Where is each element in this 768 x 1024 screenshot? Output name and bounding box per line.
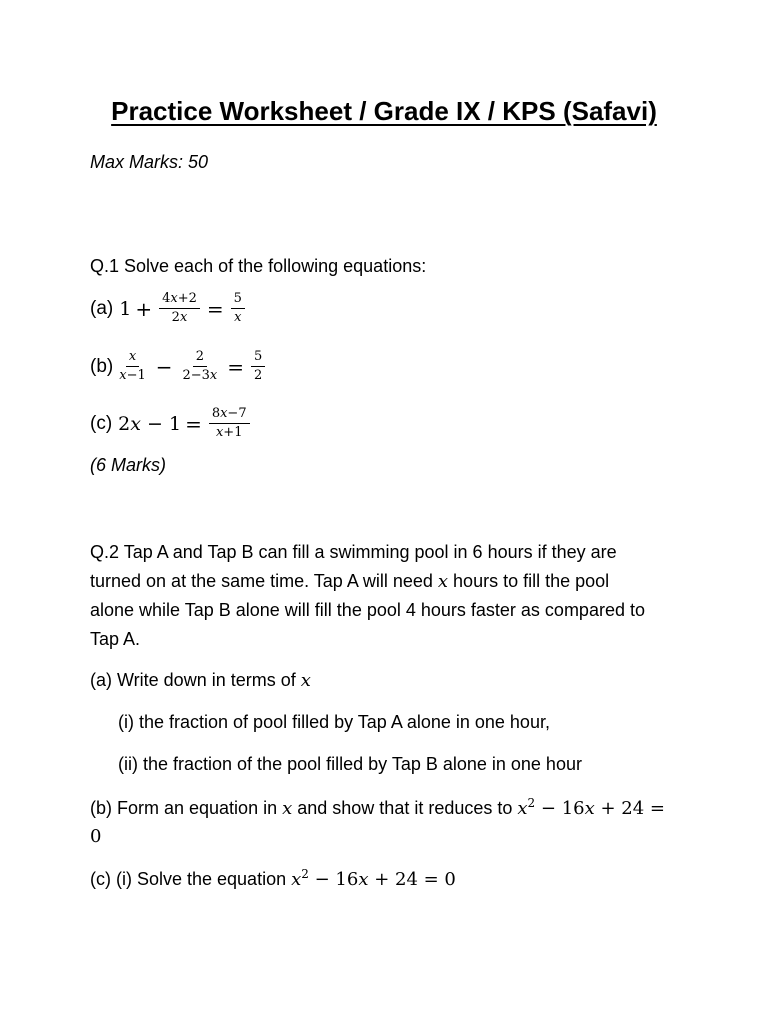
q1-part-a: [90, 292, 248, 326]
q1b-num3: 5: [251, 350, 265, 367]
q1a-eq: =: [206, 296, 224, 321]
q2-part-c: [90, 867, 456, 890]
q1b-eq: =: [227, 354, 245, 379]
page-title: Practice Worksheet / Grade IX / KPS (Safavi): [111, 96, 657, 126]
q2b-pre: (b) Form an equation in: [90, 798, 283, 818]
q1a-num1: 4𝑥+2: [159, 292, 200, 309]
q2-part-b-zero: 0: [90, 826, 102, 847]
q2c-eq-exp: 2: [301, 867, 309, 881]
q2b-eq-x: 𝑥: [517, 798, 528, 819]
q2-line2-pre: turned on at the same time. Tap A will need: [90, 571, 438, 591]
q1a-int: 1: [119, 297, 132, 320]
q2b-mid: and show that it reduces to: [292, 798, 518, 818]
q1-part-b: [90, 350, 268, 384]
q1b-frac3: [251, 350, 265, 384]
q1b-minus: −: [155, 354, 173, 379]
q2b-var: 𝑥: [282, 798, 293, 819]
q1c-frac: [209, 407, 250, 441]
q1c-num: 8𝑥−7: [209, 407, 250, 424]
q1b-frac2: [180, 350, 221, 384]
q1a-den1: 2𝑥: [171, 310, 188, 326]
q1a-den2: 𝑥: [234, 310, 242, 326]
q1-marks: (6 Marks): [90, 455, 166, 475]
q2-line2-var: 𝑥: [437, 571, 449, 592]
q1a-frac2: [231, 292, 245, 326]
q1b-frac1: [116, 350, 149, 384]
q1b-den1: 𝑥−1: [119, 368, 146, 384]
q1a-plus: +: [135, 296, 153, 321]
q1a-num2: 5: [231, 292, 245, 309]
q2-line2-post: hours to fill the pool: [448, 571, 610, 591]
q2-line2: [90, 567, 690, 596]
q2-line4: Tap A.: [90, 629, 141, 649]
q1c-lhs: 2𝑥 − 1: [118, 412, 182, 435]
max-marks: Max Marks: 50: [90, 152, 209, 172]
q1b-den2: 2−3𝑥: [182, 368, 218, 384]
q1c-den: 𝑥+1: [215, 425, 243, 441]
q2b-eq-exp: 2: [527, 796, 536, 810]
q2-line1: Q.2 Tap A and Tap B can fill a swimming pool in 6 hours if they are: [90, 542, 617, 562]
q2-line3: alone while Tap B alone will fill the pool 4 hours faster as compared to: [90, 600, 645, 620]
q2c-pre: (c) (i) Solve the equation: [90, 869, 292, 889]
q1b-label: (b): [90, 355, 114, 377]
q1-heading: Q.1 Solve each of the following equations:: [90, 256, 427, 276]
q1a-frac1: [159, 292, 200, 326]
q2a-text: (a) Write down in terms of: [90, 670, 301, 690]
q1b-num1: 𝑥: [126, 350, 139, 367]
q1a-label: (a): [90, 297, 114, 319]
q2a-var: 𝑥: [300, 670, 311, 691]
q2-part-a: [90, 670, 311, 691]
q1b-num2: 2: [193, 350, 207, 367]
q2-paragraph: [90, 538, 690, 654]
q1c-eq: =: [185, 411, 202, 436]
q1-part-c: [90, 407, 253, 441]
q2-part-a-ii: (ii) the fraction of the pool filled by Tap B alone in one hour: [118, 754, 582, 774]
q2c-eq-x: 𝑥: [291, 869, 302, 890]
q2b-eq-rest: − 16𝑥 + 24 =: [535, 798, 666, 819]
q2-part-a-i: (i) the fraction of pool filled by Tap A alone in one hour,: [118, 712, 550, 732]
q2c-eq-rest: − 16𝑥 + 24 = 0: [308, 869, 456, 890]
q1b-den3: 2: [254, 368, 263, 384]
q1c-label: (c): [90, 412, 113, 434]
q2-part-b: [90, 796, 665, 819]
